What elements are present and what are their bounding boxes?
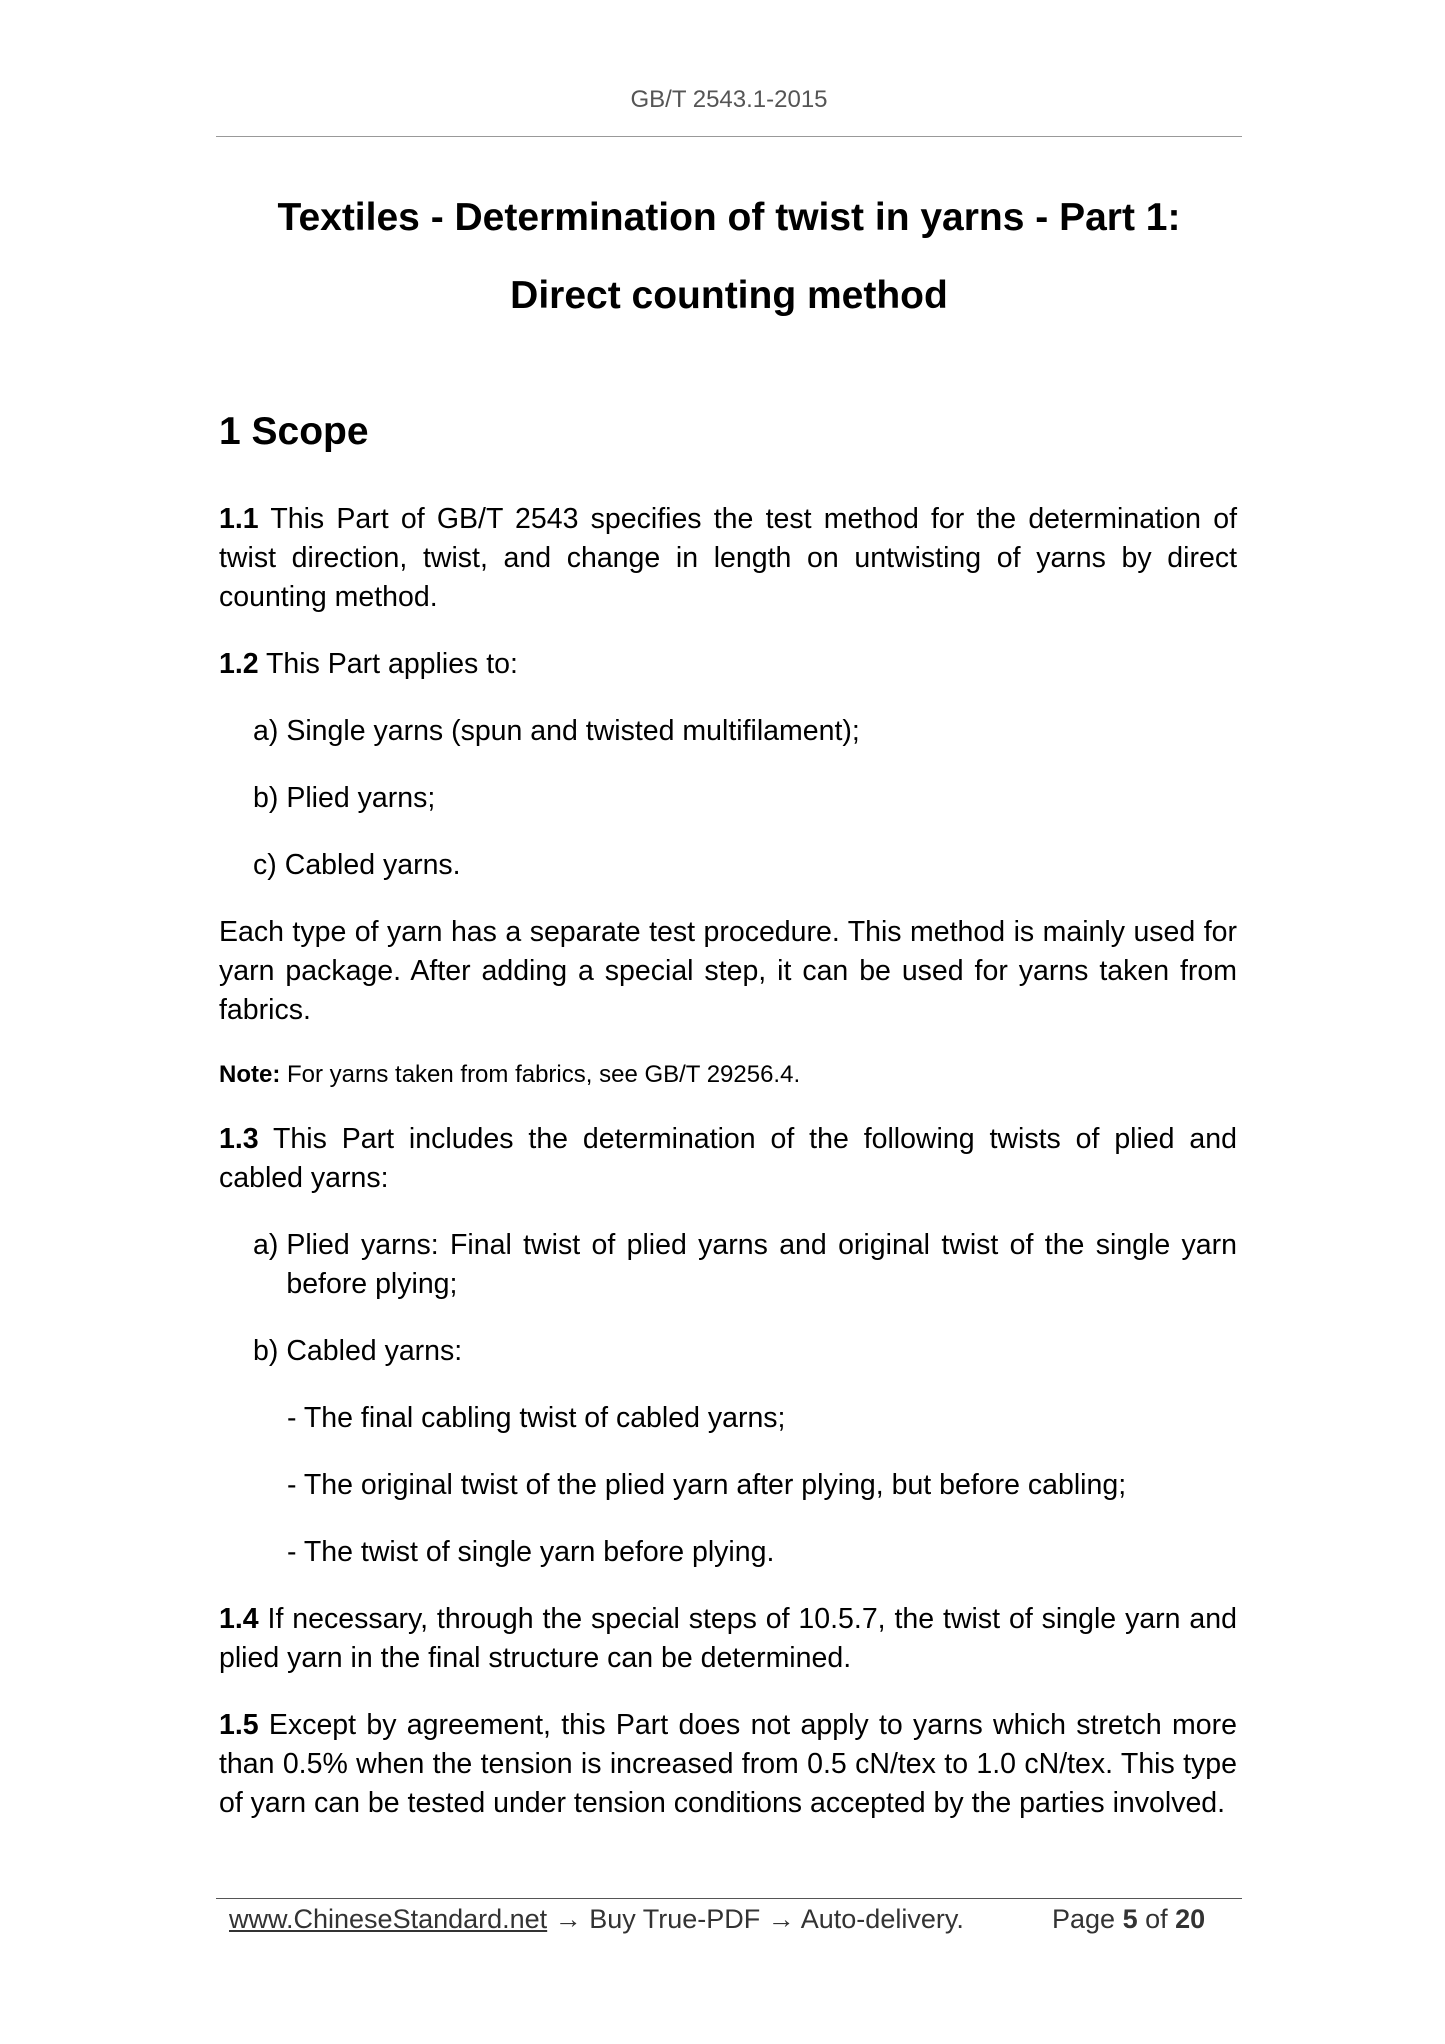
dash-list-item: - The original twist of the plied yarn after plying, but before cabling; [287, 1469, 1127, 1501]
section-heading-scope: 1 Scope [219, 410, 369, 453]
note-text: For yarns taken from fabrics, see GB/T 29256.4. [280, 1061, 801, 1088]
clause-text: This Part applies to: [258, 648, 518, 680]
clause-text: This Part includes the determination of the following twists of plied and cabled yarns: [219, 1123, 1237, 1194]
list-item [253, 1226, 1237, 1304]
list-item-text: Plied yarns; [286, 782, 436, 814]
dash-list-item: - The final cabling twist of cabled yarns; [287, 1402, 786, 1434]
document-body [219, 500, 1237, 1851]
document-title-line-1: Textiles - Determination of twist in yarns - Part 1: [277, 196, 1181, 239]
clause-1-5 [219, 1706, 1237, 1823]
header-divider [216, 136, 1242, 137]
clause-1-2 [219, 645, 1237, 684]
list-item-label: c) [253, 849, 277, 881]
list-item-text: Plied yarns: Final twist of plied yarns and original twist of the single yarn before plying; [286, 1229, 1237, 1300]
list-item-label: b) [253, 1335, 279, 1367]
clause-text: This Part of GB/T 2543 specifies the test method for the determination of twist direction, twist, and change in length on untwisting of yarns by direct counting method. [219, 503, 1237, 613]
clause-number: 1.5 [219, 1709, 259, 1741]
document-title-line-2: Direct counting method [510, 274, 948, 317]
current-page-number: 5 [1122, 1904, 1138, 1934]
list-item [253, 712, 1237, 751]
clause-text: If necessary, through the special steps of 10.5.7, the twist of single yarn and plied yarn in the final structure can be determined. [219, 1603, 1237, 1674]
list-item [253, 779, 1237, 818]
clause-number: 1.2 [219, 648, 259, 680]
note [219, 1058, 1237, 1092]
list-item [253, 846, 1237, 885]
list-item-text: Cabled yarns. [284, 849, 461, 881]
total-pages-number: 20 [1175, 1904, 1206, 1934]
clause-text: Except by agreement, this Part does not apply to yarns which stretch more than 0.5% when the tension is increased from 0.5 cN/tex to 1.0 cN/tex. This type of yarn can be tested under tension conditions accepted by the parties involved. [219, 1709, 1237, 1819]
document-id-header: GB/T 2543.1-2015 [630, 86, 828, 113]
auto-delivery-text: Auto-delivery. [800, 1904, 964, 1934]
arrow-icon: → [760, 1904, 801, 1934]
website-link[interactable]: www.ChineseStandard.net [229, 1904, 548, 1934]
dash-list-item: - The twist of single yarn before plying. [287, 1536, 775, 1568]
footer-promo [229, 1904, 964, 1935]
list-item-text: Single yarns (spun and twisted multifilament); [286, 715, 860, 747]
arrow-icon: → [547, 1904, 590, 1934]
list-item-label: a) [253, 1229, 279, 1261]
clause-1-3 [219, 1120, 1237, 1198]
buy-true-pdf-text: Buy True-PDF [589, 1904, 761, 1934]
clause-number: 1.3 [219, 1123, 259, 1155]
paragraph-test-procedure: Each type of yarn has a separate test procedure. This method is mainly used for yarn package. After adding a special step, it can be used for yarns taken from fabrics. [219, 916, 1237, 1026]
footer-divider [216, 1898, 1242, 1899]
clause-number: 1.1 [219, 503, 259, 535]
clause-1-1 [219, 500, 1237, 617]
page-word: Page [1052, 1904, 1123, 1934]
list-item [253, 1332, 1237, 1371]
of-word: of [1137, 1904, 1176, 1934]
clause-1-4 [219, 1600, 1237, 1678]
note-label: Note: [219, 1061, 281, 1088]
clause-number: 1.4 [219, 1603, 259, 1635]
page-indicator [1052, 1904, 1205, 1935]
list-item-label: a) [253, 715, 279, 747]
list-item-text: Cabled yarns: [286, 1335, 463, 1367]
list-item-label: b) [253, 782, 279, 814]
